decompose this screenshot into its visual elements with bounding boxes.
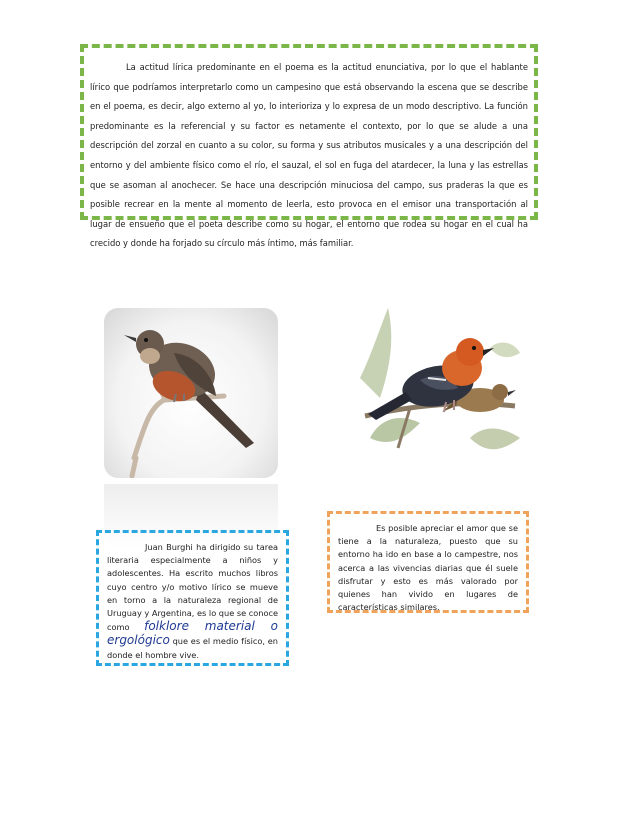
robin-illustration-photo — [350, 288, 525, 466]
folklore-emphasis: folklore material o ergológico — [107, 619, 278, 648]
top-paragraph-box — [80, 44, 538, 249]
nature-love-box — [327, 511, 529, 613]
author-info-text-start: Juan Burghi ha dirigido su tarea literaria especialmente a niños y adolescentes. Ha escrito muchos libros cuyo centro y/o motivo lírico se mueve en torno a la naturaleza regional de Uruguay y Argentina, es lo que se conoce como — [107, 542, 278, 633]
top-paragraph-text: La actitud lírica predominante en el poema es la actitud enunciativa, por lo que el hablante lírico que podríamos interpretarlo como un campesino que está observando la escena que se describe en el poema, es decir, algo externo al yo, lo interioriza y lo expresa de un modo descriptivo. La función predominante es la referencial y su factor es netamente el contexto, por lo que se alude a una descripción del zorzal en cuanto a su color, su forma y sus atributos musicales y a una descripción del entorno y del ambiente físico como el río, el sauzal, el sol en fuga del atardecer, la luna y las estrellas que se asoman al anochecer. Se hace una descripción minuciosa del campo, sus praderas la que es posible recrear en la mente al momento de leerla, esto provoca en el emisor una transportación al lugar de ensueño que el poeta describe como su hogar, el entorno que rodea su hogar en el cual ha crecido y donde ha forjado su círculo más íntimo, más familiar. — [90, 62, 528, 249]
author-info-text — [107, 541, 278, 662]
thrush-photo — [104, 308, 278, 478]
birds-illustration — [350, 288, 525, 466]
nature-love-text: Es posible apreciar el amor que se tiene a la naturaleza, puesto que su entorno ha ido en base a lo campestre, nos acerca a las vivencias diarias que él suele disfrutar y esto es más valorado por quienes han vivido en lugares de características similares. — [338, 523, 518, 613]
author-info-box — [96, 530, 289, 666]
author-info-text-end: que es el medio físico, en donde el hombre vive. — [107, 636, 278, 660]
thrush-illustration — [104, 308, 278, 478]
